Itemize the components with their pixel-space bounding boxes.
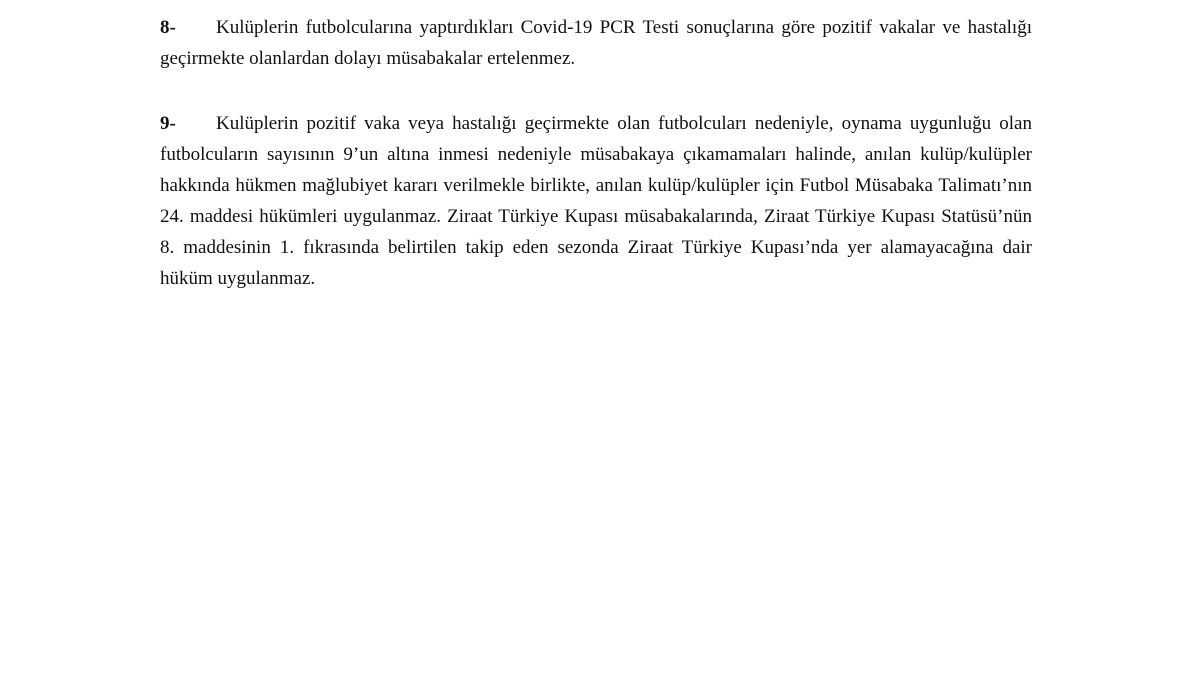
clause-text: Kulüplerin pozitif vaka veya hastalığı geçirmekte olan futbolcuları nedeniyle, oynama uygunluğu olan futbolcuların sayısının 9’un altına inmesi nedeniyle müsabakaya çıkamamaları halinde, anılan kulüp/kulüpler hakkında hükmen mağlubiyet kararı verilmekle birlikte, anılan kulüp/kulüpler için Futbol Müsabaka Talimatı’nın 24. maddesi hükümleri uygulanmaz. Ziraat Türkiye Kupası müsabakalarında, Ziraat Türkiye Kupası Statüsü’nün 8. maddesinin 1. fıkrasında belirtilen takip eden sezonda Ziraat Türkiye Kupası’nda yer alamayacağına dair hüküm uygulanmaz. xyxy=(160,113,1032,289)
clause-number: 9- xyxy=(160,113,176,134)
clause-8 xyxy=(160,12,1032,74)
clause-9 xyxy=(160,108,1032,294)
clause-text: Kulüplerin futbolcularına yaptırdıkları Covid-19 PCR Testi sonuçlarına göre pozitif vakalar ve hastalığı geçirmekte olanlardan dolayı müsabakalar ertelenmez. xyxy=(160,17,1032,69)
clause-number: 8- xyxy=(160,17,176,38)
